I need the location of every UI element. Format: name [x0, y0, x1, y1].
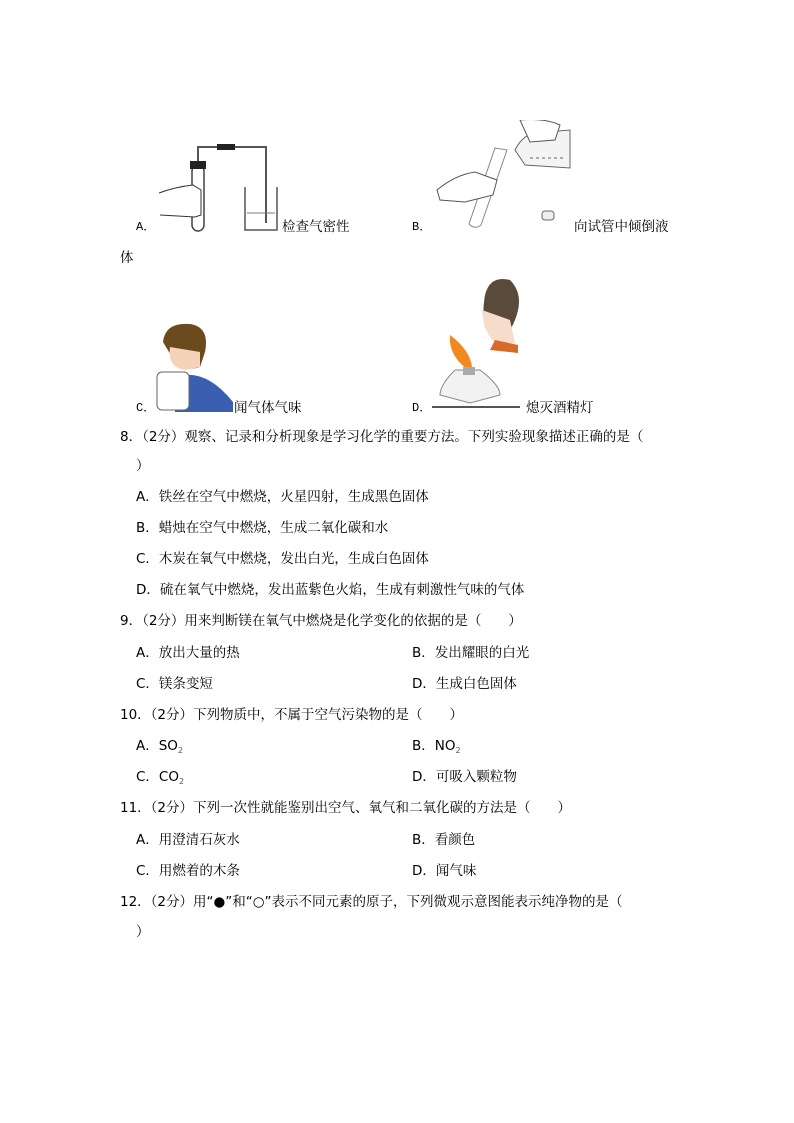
q10-option-a: A．$SO_2$ — [136, 738, 184, 755]
q10-option-c: C．$CO_2$ — [136, 769, 185, 786]
q7-option-a-caption: 检查气密性 — [282, 219, 350, 235]
q7-option-c-letter: C． — [136, 401, 156, 415]
q8-stem: 8．（2分）观察、记录和分析现象是学习化学的重要方法。下列实验现象描述正确的是（ — [120, 429, 644, 445]
q7-option-c-caption: 闻气体气味 — [234, 400, 302, 416]
q7-option-b-letter: B． — [412, 220, 432, 234]
q9-option-d: D．生成白色固体 — [412, 676, 517, 692]
q10-stem: 10．（2分）下列物质中，不属于空气污染物的是（ ） — [120, 707, 464, 723]
q9-option-c: C．镁条变短 — [136, 676, 213, 692]
smell-gas-image — [155, 322, 235, 412]
q7-option-a-letter: A． — [136, 220, 156, 234]
q11-option-d: D．闻气味 — [412, 863, 477, 879]
extinguish-lamp-image — [430, 275, 530, 413]
q8-option-a: A．铁丝在空气中燃烧，火星四射，生成黑色固体 — [136, 489, 429, 505]
q11-option-a: A．用澄清石灰水 — [136, 832, 240, 848]
pour-liquid-image — [435, 120, 575, 230]
q8-option-c: C．木炭在氧气中燃烧，发出白光，生成白色固体 — [136, 551, 429, 567]
q7-option-d-caption: 熄灭酒精灯 — [526, 400, 594, 416]
q11-option-b: B．看颜色 — [412, 832, 476, 848]
q10-option-d: D．可吸入颗粒物 — [412, 769, 517, 785]
airtightness-check-image — [155, 135, 280, 235]
q10-option-b: B．$NO_2$ — [412, 738, 461, 755]
q9-stem: 9．（2分）用来判断镁在氧气中燃烧是化学变化的依据的是（ ） — [120, 613, 522, 629]
q7-option-b-caption-wrap: 体 — [120, 250, 134, 266]
q7-option-d-letter: D． — [412, 401, 432, 415]
q9-option-a: A．放出大量的热 — [136, 645, 240, 661]
q11-stem: 11．（2分）下列一次性就能鉴别出空气、氧气和二氧化碳的方法是（ ） — [120, 800, 572, 816]
q12-stem-wrap: ） — [136, 924, 150, 940]
q8-option-d: D．硫在氧气中燃烧，发出蓝紫色火焰，生成有刺激性气味的气体 — [136, 582, 525, 598]
q7-option-b-caption: 向试管中倾倒液 — [574, 219, 669, 235]
q8-option-b: B．蜡烛在空气中燃烧，生成二氧化碳和水 — [136, 520, 389, 536]
q8-stem-wrap: ） — [136, 458, 150, 474]
q9-option-b: B．发出耀眼的白光 — [412, 645, 530, 661]
q11-option-c: C．用燃着的木条 — [136, 863, 240, 879]
q12-stem: 12．（2分）用“●”和“○”表示不同元素的原子，下列微观示意图能表示纯净物的是（ — [120, 894, 623, 910]
